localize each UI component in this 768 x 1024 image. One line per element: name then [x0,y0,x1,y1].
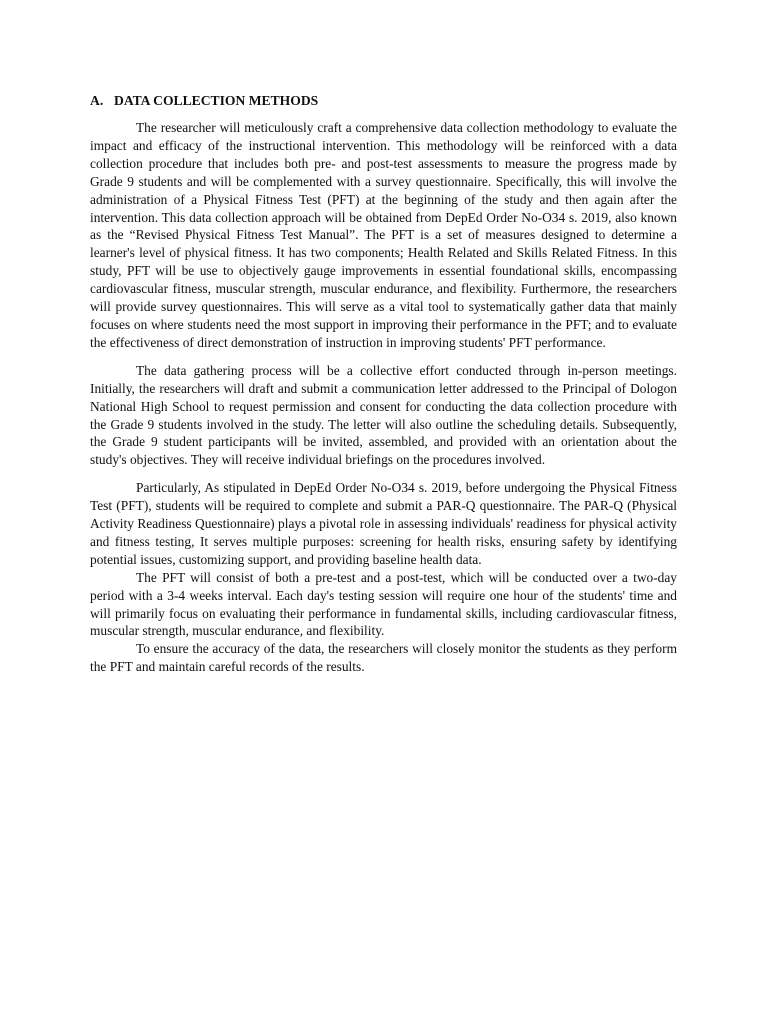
section-heading [90,92,677,110]
paragraph-par-q: Particularly, As stipulated in DepEd Order No-O34 s. 2019, before undergoing the Physical Fitness Test (PFT), students will be required to complete and submit a PAR-Q questionnaire. The PAR-Q (Physical Activity Readiness Questionnaire) plays a pivotal role in assessing individuals' readiness for physical activity and fitness testing, It serves multiple purposes: screening for health risks, ensuring safety by identifying potential issues, customizing support, and providing baseline health data. [90,480,677,567]
paragraph-methodology: The researcher will meticulously craft a comprehensive data collection methodology to evaluate the impact and efficacy of the instructional intervention. This methodology will be reinforced with a data collection procedure that includes both pre- and post-test assessments to measure the progress made by Grade 9 students and will be complemented with a survey questionnaire. Specifically, this will involve the administration of a Physical Fitness Test (PFT) at the beginning of the study and then again after the intervention. This data collection approach will be obtained from DepEd Order No-O34 s. 2019, also known as the “Revised Physical Fitness Test Manual”. The PFT is a set of measures designed to determine a learner's level of physical fitness. It has two components; Health Related and Skills Related Fitness. In this study, PFT will be use to objectively gauge improvements in essential foundational skills, encompassing cardiovascular fitness, muscular strength, muscular endurance, and flexibility. Furthermore, the researchers will provide survey questionnaires. This will serve as a vital tool to systematically gather data that mainly focuses on where students need the most support in improving their performance in the PFT; and to evaluate the effectiveness of direct demonstration of instruction in improving students' PFT performance. [90,120,677,350]
paragraph-accuracy: To ensure the accuracy of the data, the researchers will closely monitor the students as they perform the PFT and maintain careful records of the results. [90,641,677,675]
document-body [90,92,677,676]
section-title: DATA COLLECTION METHODS [114,93,319,108]
paragraph-pft-schedule: The PFT will consist of both a pre-test and a post-test, which will be conducted over a two-day period with a 3-4 weeks interval. Each day's testing session will require one hour of the students' time and will primarily focus on evaluating their performance in fundamental skills, including cardiovascular fitness, muscular strength, muscular endurance, and flexibility. [90,569,677,639]
section-number: A. [90,93,104,108]
paragraph-data-gathering: The data gathering process will be a collective effort conducted through in-person meetings. Initially, the researchers will draft and submit a communication letter addressed to the Principal of Dologon National High School to request permission and consent for conducting the data collection procedure with the Grade 9 students involved in the study. The letter will also outline the scheduling details. Subsequently, the Grade 9 student participants will be invited, assembled, and provided with an orientation about the study's objectives. They will receive individual briefings on the procedures involved. [90,362,677,468]
